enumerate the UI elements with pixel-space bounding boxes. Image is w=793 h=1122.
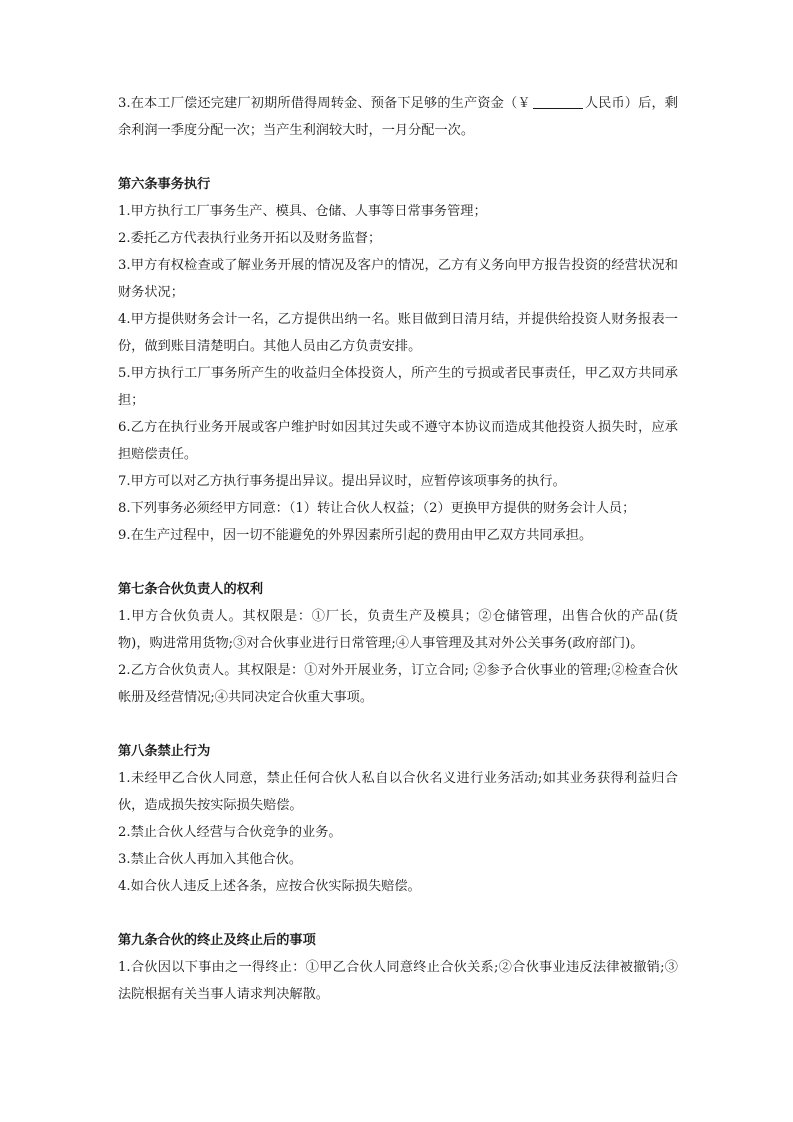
section-8-item-3: 3.禁止合伙人再加入其他合伙。 <box>118 852 303 867</box>
section-8-item-2: 2.禁止合伙人经营与合伙竞争的业务。 <box>118 825 342 840</box>
section-6-item-6: 6.乙方在执行业务开展或客户维护时如因其过失或不遵守本协议而造成其他投资人损失时，应承担赔偿责任。 <box>118 420 678 462</box>
intro-item-3 <box>118 90 678 144</box>
section-8-item-4: 4.如合伙人违反上述各条，应按合伙实际损失赔偿。 <box>118 879 421 894</box>
section-spacer <box>118 144 678 171</box>
section-6-item-7: 7.甲方可以对乙方执行事务提出异议。提出异议时，应暂停该项事务的执行。 <box>118 474 566 489</box>
document-page <box>118 90 678 1008</box>
section-spacer <box>118 711 678 738</box>
section-6-item-2: 2.委托乙方代表执行业务开拓以及财务监督； <box>118 231 382 246</box>
section-heading-7: 第七条合伙负责人的权利 <box>118 582 264 597</box>
section-6-item-5: 5.甲方执行工厂事务所产生的收益归全体投资人，所产生的亏损或者民事责任，甲乙双方共同承担； <box>118 366 678 408</box>
section-heading-9: 第九条合伙的终止及终止后的事项 <box>118 933 316 948</box>
section-heading-6: 第六条事务执行 <box>118 177 211 192</box>
section-6-item-1: 1.甲方执行工厂事务生产、模具、仓储、人事等日常事务管理； <box>118 204 487 219</box>
section-9-item-1: 1.合伙因以下事由之一得终止：①甲乙合伙人同意终止合伙关系;②合伙事业违反法律被撤销;③法院根据有关当事人请求判决解散。 <box>118 960 678 1002</box>
section-7-item-1: 1.甲方合伙负责人。其权限是：①厂长，负责生产及模具；②仓储管理，出售合伙的产品(货物)，购进常用货物;③对合伙事业进行日常管理;④人事管理及其对外公关事务(政府部门)。 <box>118 609 678 651</box>
section-spacer <box>118 549 678 576</box>
section-heading-8: 第八条禁止行为 <box>118 744 211 759</box>
section-6-item-9: 9.在生产过程中，因一切不能避免的外界因素所引起的费用由甲乙双方共同承担。 <box>118 528 593 543</box>
section-6-item-8: 8.下列事务必须经甲方同意：（1）转让合伙人权益；（2）更换甲方提供的财务会计人员； <box>118 501 636 516</box>
intro-item-3-part1: 3.在本工厂偿还完建厂初期所借得周转金、预备下足够的生产资金（￥ <box>118 96 531 111</box>
section-7-item-2: 2.乙方合伙负责人。其权限是：①对外开展业务，订立合同; ②参予合伙事业的管理;②检查合伙帐册及经营情况;④共同决定合伙重大事项。 <box>118 663 678 705</box>
section-6-item-4: 4.甲方提供财务会计一名，乙方提供出纳一名。账目做到日清月结，并提供给投资人财务报表一份，做到账目清楚明白。其他人员由乙方负责安排。 <box>118 312 678 354</box>
section-6-item-3: 3.甲方有权检查或了解业务开展的情况及客户的情况，乙方有义务向甲方报告投资的经营状况和财务状况； <box>118 258 678 300</box>
section-spacer <box>118 900 678 927</box>
intro-item-3-part2: 人民币）后，剩余利润一季度分配一次；当产生利润较大时，一月分配一次。 <box>118 96 678 138</box>
amount-blank <box>533 94 583 109</box>
section-8-item-1: 1.未经甲乙合伙人同意，禁止任何合伙人私自以合伙名义进行业务活动;如其业务获得利益归合伙，造成损失按实际损失赔偿。 <box>118 771 678 813</box>
